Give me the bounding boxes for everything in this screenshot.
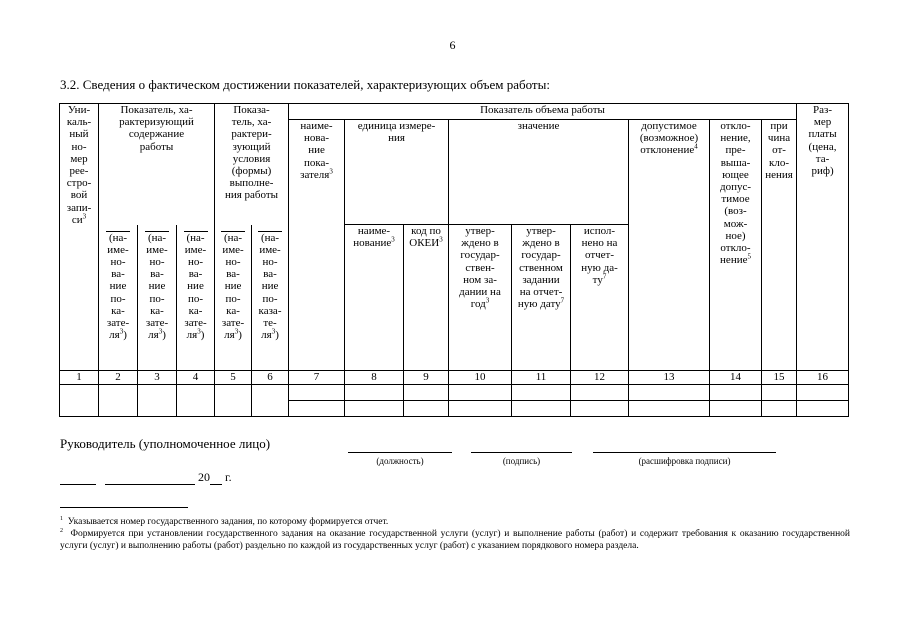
subheader-indicator-name-5: (на- име- но- ва- ние по- ка- зате- $ля^3$) bbox=[215, 225, 252, 371]
data-cell[interactable] bbox=[449, 385, 512, 401]
month-blank[interactable] bbox=[105, 473, 195, 485]
year-blank[interactable] bbox=[210, 473, 222, 485]
data-cell[interactable] bbox=[762, 385, 797, 401]
data-cell[interactable] bbox=[345, 401, 404, 417]
header-conditions-indicator: Показа- тель, ха- рактери- зующий условия (формы) выполне- ния работы bbox=[215, 104, 289, 225]
header-excess-deviation: откло- нение, пре- выша- ющее допус- тимое (воз- мож- ное) откло- нение$^5$ bbox=[710, 120, 762, 371]
data-cell[interactable] bbox=[571, 401, 629, 417]
column-number: 4 bbox=[177, 371, 215, 385]
column-number: 14 bbox=[710, 371, 762, 385]
data-cell[interactable] bbox=[404, 385, 449, 401]
data-cell[interactable] bbox=[797, 401, 849, 417]
column-number: 5 bbox=[215, 371, 252, 385]
column-number: 12 bbox=[571, 371, 629, 385]
header-payment-amount: Раз- мер платы (цена, та- риф) bbox=[797, 104, 849, 371]
header-deviation-reason: при чина от- кло- нения bbox=[762, 120, 797, 371]
head-label: Руководитель (уполномоченное лицо) bbox=[60, 436, 271, 451]
footnote-rule bbox=[60, 507, 188, 508]
data-cell[interactable] bbox=[797, 385, 849, 401]
data-cell[interactable] bbox=[449, 401, 512, 417]
header-indicator-name: наиме- нова- ние пока- зателя$^3$ bbox=[289, 120, 345, 371]
data-cell[interactable] bbox=[629, 401, 710, 417]
column-number: 9 bbox=[404, 371, 449, 385]
column-number: 15 bbox=[762, 371, 797, 385]
data-cell[interactable] bbox=[177, 385, 215, 417]
data-cell[interactable] bbox=[252, 385, 289, 417]
data-cell[interactable] bbox=[571, 385, 629, 401]
header-allowed-deviation: допустимое (возможное) отклонение$^4$ bbox=[629, 120, 710, 371]
subheader-indicator-name-2: (на- име- но- ва- ние по- ка- зате- $ля^3$) bbox=[99, 225, 138, 371]
data-cell[interactable] bbox=[512, 385, 571, 401]
column-number: 8 bbox=[345, 371, 404, 385]
column-number: 6 bbox=[252, 371, 289, 385]
subheader-approved-date: утвер- ждено в государ- ственном задании на отчет- ную дату$^7$ bbox=[512, 225, 571, 371]
column-number: 11 bbox=[512, 371, 571, 385]
footnote-2: $^2$ Формируется при установлении государственного задания на оказание государственной услуги (услуг) и выполнение работы (работ) и содержит требования к оказанию государственной услуги (услуг) и выполнению работы (работ) раздельно по каждой из государственных услуг (работ) с указанием порядкового номера раздела. bbox=[60, 528, 851, 551]
header-value: значение bbox=[449, 120, 629, 225]
subheader-indicator-name-3: (на- име- но- ва- ние по- ка- зате- $ля^3$) bbox=[138, 225, 177, 371]
column-number: 3 bbox=[138, 371, 177, 385]
subheader-approved-year: утвер- ждено в государ- ствен- ном за- дании на год$^3$ bbox=[449, 225, 512, 371]
header-content-indicator: Показатель, ха- рактеризующий содержание работы bbox=[99, 104, 215, 225]
section-title: 3.2. Сведения о фактическом достижении показателей, характеризующих объем работы: bbox=[60, 77, 550, 92]
data-cell[interactable] bbox=[99, 385, 138, 417]
data-cell[interactable] bbox=[710, 385, 762, 401]
column-number: 1 bbox=[60, 371, 99, 385]
data-cell[interactable] bbox=[512, 401, 571, 417]
data-cell[interactable] bbox=[345, 385, 404, 401]
data-cell[interactable] bbox=[289, 401, 345, 417]
column-number: 2 bbox=[99, 371, 138, 385]
column-number: 13 bbox=[629, 371, 710, 385]
subheader-unit-name: наиме- нование$^3$ bbox=[345, 225, 404, 371]
column-number: 16 bbox=[797, 371, 849, 385]
work-volume-table bbox=[59, 103, 849, 417]
subheader-indicator-name-4: (на- име- но- ва- ние по- ка- зате- $ля^3$) bbox=[177, 225, 215, 371]
signature-caption: (подпись) bbox=[502, 456, 541, 466]
date-line bbox=[60, 470, 232, 485]
data-cell[interactable] bbox=[710, 401, 762, 417]
position-line[interactable] bbox=[348, 452, 452, 453]
header-unit: единица измере- ния bbox=[345, 120, 449, 225]
data-cell[interactable] bbox=[404, 401, 449, 417]
subheader-indicator-name-6: (на- име- но- ва- ние по- каза- те- $ля^3$) bbox=[252, 225, 289, 371]
position-caption: (должность) bbox=[376, 456, 424, 466]
signature-line[interactable] bbox=[471, 452, 572, 453]
data-cell[interactable] bbox=[629, 385, 710, 401]
decoding-line[interactable] bbox=[593, 452, 776, 453]
footnote-1: $^1$ Указывается номер государственного задания, по которому формируется отчет. bbox=[60, 516, 389, 528]
column-number: 10 bbox=[449, 371, 512, 385]
column-number: 7 bbox=[289, 371, 345, 385]
data-cell[interactable] bbox=[289, 385, 345, 401]
data-cell[interactable] bbox=[138, 385, 177, 417]
year-prefix: 20 bbox=[198, 470, 210, 484]
header-unique-record-number: Уни- каль- ный но- мер рее- стро- вой запи- $си^3$ bbox=[60, 104, 99, 371]
header-volume-indicator: Показатель объема работы bbox=[289, 104, 797, 120]
data-cell[interactable] bbox=[762, 401, 797, 417]
decoding-caption: (расшифровка подписи) bbox=[638, 456, 731, 466]
data-cell[interactable] bbox=[60, 385, 99, 417]
day-blank[interactable] bbox=[60, 473, 96, 485]
subheader-okei-code: код по ОКЕИ$^3$ bbox=[404, 225, 449, 371]
page-number: 6 bbox=[449, 38, 456, 52]
data-cell[interactable] bbox=[215, 385, 252, 417]
subheader-executed: испол- нено на отчет- ную да- $ту^7$ bbox=[571, 225, 629, 371]
year-suffix: г. bbox=[225, 470, 232, 484]
